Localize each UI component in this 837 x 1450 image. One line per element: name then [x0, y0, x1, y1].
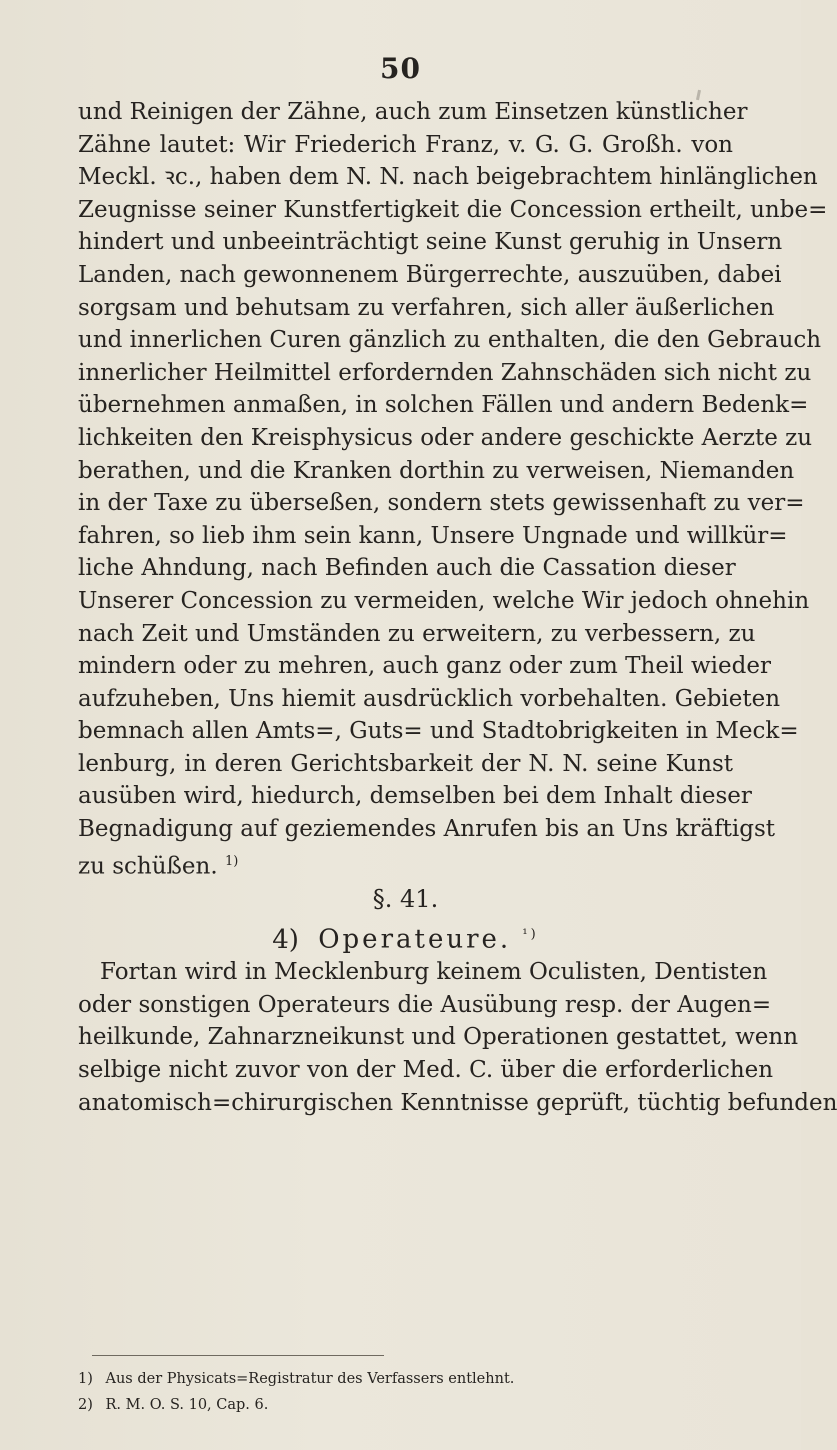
text-line: nach Zeit und Umständen zu erweitern, zu verbessern, zu: [78, 620, 756, 647]
footnote-reference: ¹): [522, 927, 539, 943]
text-line: Unserer Concession zu vermeiden, welche Wir jedoch ohnehin: [78, 587, 810, 614]
text-line-content: zu schüßen.: [78, 853, 218, 880]
text-line: heilkunde, Zahnarzneikunst und Operationen gestattet, wenn: [78, 1024, 799, 1051]
text-line: aufzuheben, Uns hiemit ausdrücklich vorbehalten. Gebieten: [78, 685, 781, 712]
page-number: 50: [380, 52, 421, 85]
text-line: lenburg, in deren Gerichtsbarkeit der N. N. seine Kunst: [78, 750, 733, 777]
text-line: übernehmen anmaßen, in solchen Fällen und andern Bedenk=: [78, 392, 809, 419]
section-number: §. 41.: [372, 885, 439, 914]
text-line: innerlicher Heilmittel erfordernden Zahnschäden sich nicht zu: [78, 359, 812, 386]
text-line: sorgsam und behutsam zu verfahren, sich aller äußerlichen: [78, 294, 775, 321]
text-line-last: [78, 846, 733, 879]
text-line: bemnach allen Amts=, Guts= und Stadtobrigkeiten in Meck=: [78, 718, 799, 745]
footnote-text: Aus der Physicats=Registratur des Verfassers entlehnt.: [105, 1371, 515, 1387]
text-line: berathen, und die Kranken dorthin zu verweisen, Niemanden: [78, 457, 795, 484]
body-text: [78, 96, 837, 1119]
text-line: in der Taxe zu überseßen, sondern stets gewissenhaft zu ver=: [78, 490, 805, 517]
text-line: Fortan wird in Mecklenburg keinem Oculisten, Dentisten: [100, 959, 768, 986]
footnotes: [78, 1366, 733, 1418]
text-line: oder sonstigen Operateurs die Ausübung resp. der Augen=: [78, 991, 772, 1018]
footnote: [78, 1366, 733, 1392]
section-heading: [78, 916, 733, 954]
section-title: Operateure.: [318, 924, 512, 955]
text-line: liche Ahndung, nach Befinden auch die Cassation dieser: [78, 555, 736, 582]
text-line: anatomisch=chirurgischen Kenntnisse geprüft, tüchtig befunden: [78, 1089, 837, 1116]
text-line: Begnadigung auf geziemendes Anrufen bis an Uns kräftigst: [78, 816, 776, 843]
paragraph-concession-text: [78, 96, 828, 880]
text-line: mindern oder zu mehren, auch ganz oder zum Theil wieder: [78, 653, 771, 680]
text-line: Zähne lautet: Wir Friederich Franz, v. G. G. Großh. von: [78, 131, 733, 158]
text-line: und innerlichen Curen gänzlich zu enthalten, die den Gebrauch: [78, 327, 822, 354]
text-line: lichkeiten den Kreisphysicus oder andere geschickte Aerzte zu: [78, 424, 813, 451]
footnote-reference: 1): [224, 853, 239, 869]
footnote-mark: 2): [78, 1397, 93, 1413]
section-item-number: 4): [272, 924, 299, 955]
text-line: ausüben wird, hiedurch, demselben bei dem Inhalt dieser: [78, 783, 752, 810]
text-line: fahren, so lieb ihm sein kann, Unsere Ungnade und willkür=: [78, 522, 788, 549]
text-line: hindert und unbeeinträchtigt seine Kunst geruhig in Unsern: [78, 229, 783, 256]
text-line: Zeugnisse seiner Kunstfertigkeit die Concession ertheilt, unbe=: [78, 196, 828, 223]
footnote-text: R. M. O. S. 10, Cap. 6.: [105, 1397, 269, 1413]
footnote-divider: [92, 1355, 384, 1356]
section-body: [78, 956, 837, 1119]
footnote-mark: 1): [78, 1371, 93, 1387]
text-line: und Reinigen der Zähne, auch zum Einsetzen künstlicher: [78, 99, 748, 125]
text-line: Landen, nach gewonnenem Bürgerrechte, auszuüben, dabei: [78, 261, 782, 288]
text-line: Meckl. ꝛc., haben dem N. N. nach beigebrachtem hinlänglichen: [78, 164, 818, 191]
footnote: [78, 1392, 733, 1418]
text-line: selbige nicht zuvor von der Med. C. über die erforderlichen: [78, 1057, 774, 1084]
